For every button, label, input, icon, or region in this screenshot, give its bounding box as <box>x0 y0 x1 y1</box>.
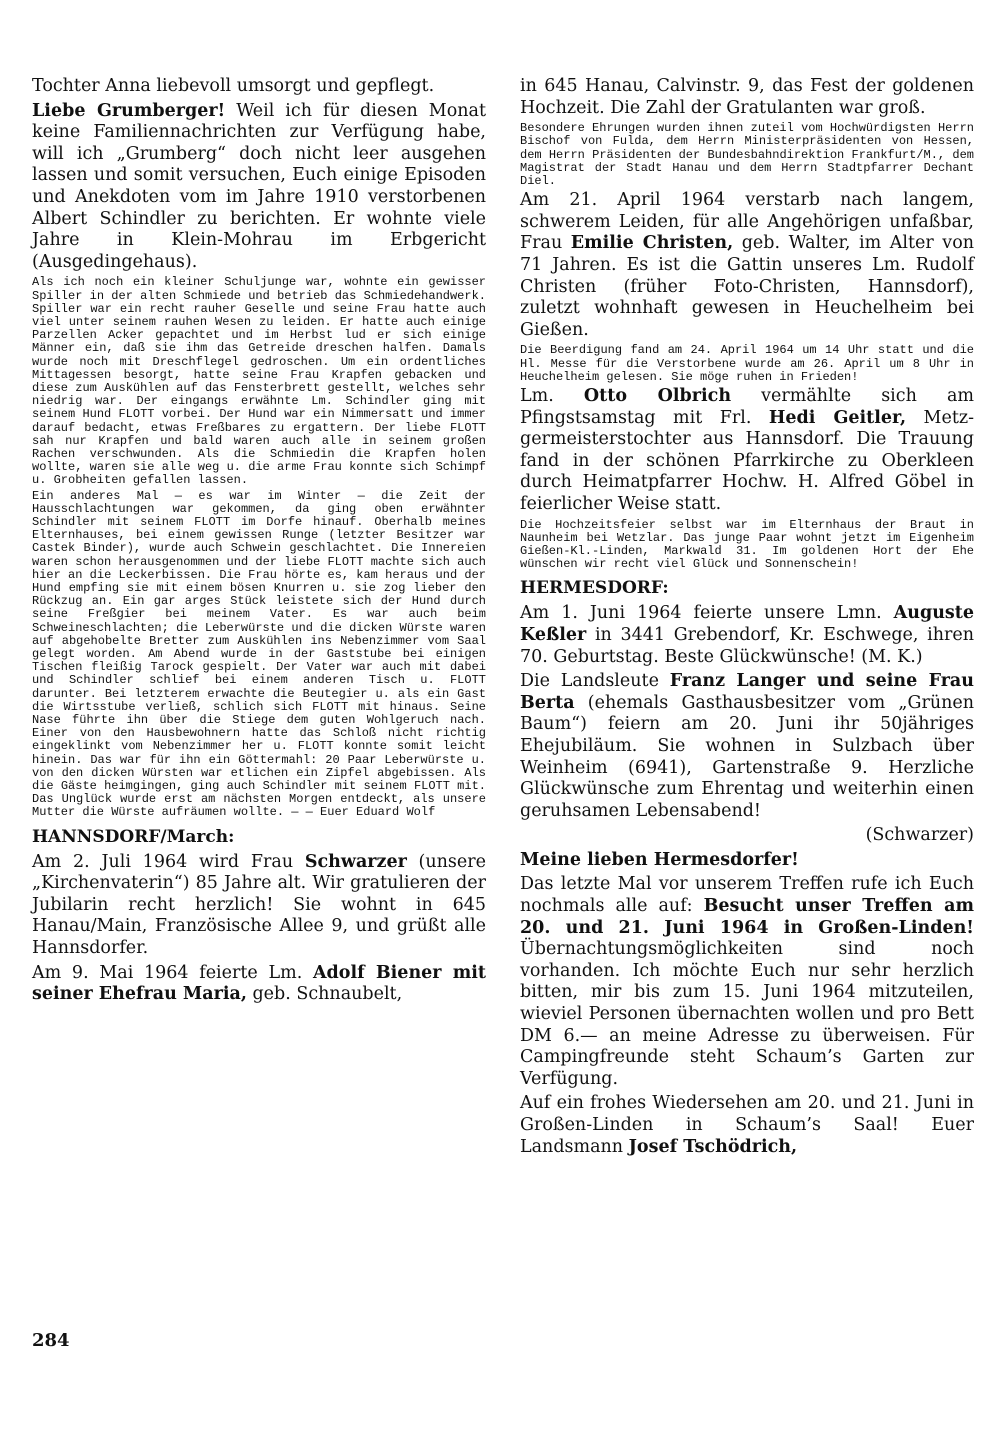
paragraph <box>520 190 974 341</box>
paragraph <box>520 344 974 384</box>
text-run: vermählte sich am Pfingstsamstag mit Frl. <box>520 385 975 428</box>
text-run: HERMESDORF: <box>520 578 669 599</box>
bold-text: Adolf Biener mit seiner Ehefrau Maria, <box>32 962 486 1005</box>
paragraph <box>520 386 974 516</box>
paragraph <box>32 276 486 487</box>
text-run: (Schwarzer) <box>865 825 974 846</box>
paragraph <box>520 76 974 119</box>
text-run: Besondere Ehrungen wurden ihnen zuteil vom Hochwürdigsten Herrn Bischof von Fulda, dem Herrn Ministerpräsidenten von Hessen, dem Herrn Präsidenten der Bundesbahndirektion Frankfurt/M., dem Magistrat der Stadt Hanau und dem Herrn Stadtpfarrer Dechant Diel. <box>520 121 974 188</box>
text-run: Am 21. April 1964 verstarb nach langem, schwerem Leiden, für alle Angehörigen unfaßbar, Frau <box>520 190 974 254</box>
text-run: Übernachtungsmöglichkeiten sind noch vorhanden. Ich möchte Euch nur sehr herzlich bitten, mir bis zum 15. Juni 1964 mitzuteilen, wieviel Personen übernachten wollen und pro Bett DM 6.— an meine Adresse zu überweisen. Für Campingfreunde steht Schaum’s Garten zur Verfügung. <box>520 939 974 1089</box>
text-run: in 645 Hanau, Calvinstr. 9, das Fest der goldenen Hochzeit. Die Zahl der Gratulanten war groß. <box>520 76 974 118</box>
bold-text: Emilie Christen, <box>570 233 734 254</box>
left-column <box>32 76 486 1009</box>
paragraph <box>32 490 486 820</box>
bold-text: Otto Olbrich <box>583 385 732 406</box>
page-number: 284 <box>32 1330 70 1351</box>
paragraph <box>32 101 486 274</box>
text-run: Die Beerdigung fand am 24. April 1964 um 14 Uhr statt und die Hl. Messe für die Verstorbene wurde am 26. April um 8 Uhr in Heuchelheim gelesen. Sie möge ruhen in Frieden! <box>520 343 974 384</box>
text-run: in 3441 Grebendorf, Kr. Eschwege, ihren 70. Geburtstag. Beste Glückwünsche! (M. K.) <box>520 624 974 667</box>
paragraph <box>520 671 974 822</box>
section-heading <box>32 826 486 848</box>
text-run: Lm. <box>520 385 584 406</box>
paragraph <box>520 850 974 872</box>
text-run: geb. Walter, im Alter von 71 Jahren. Es ist die Gattin unseres Lm. Rudolf Christen (früher Foto-Christen, Hannsdorf), zuletzt wohnhaft gewesen in Heuchelheim bei Gießen. <box>520 233 975 340</box>
right-column <box>520 76 974 1161</box>
text-run: Die Landsleute <box>520 671 670 692</box>
paragraph <box>32 852 486 960</box>
text-run: Metzgermeisterstochter aus Hannsdorf. Die Trauung fand in der schönen Pfarrkirche zu Oberkleen durch Heimatpfarrer Hochw. H. Alfred Göbel in feierlicher Weise statt. <box>520 407 974 514</box>
text-run: Als ich noch ein kleiner Schuljunge war, wohnte ein gewisser Spiller in der alten Schmiede und betrieb das Schmiedehandwerk. Spiller war ein recht rauher Geselle und seine Frau hatte auch viel unter seinem rauhen Wesen zu leiden. Er hatte auch einige Parzellen Acker gepachtet und im Herbst lud er sich einige Männer ein, daß sie ihm das Getreide dreschen halfen. Damals wurde noch mit Dreschflegel gedroschen. Um ein ordentliches Mittagessen besorgt, hatte seine Frau Krapfen gebacken und diese zum Auskühlen auf das Fensterbrett gestellt, welches sehr niedrig war. Der eingangs erwähnte Lm. Schindler ging mit seinem Hund FLOTT vorbei. Der Hund war ein Nimmersatt und immer darauf bedacht, etwas Freßbares zu ergattern. Der liebe FLOTT sah nur Krapfen und bald waren auch alle in seinem großen Rachen verschwunden. Als die Schmiedin die Krapfen holen wollte, waren sie alle weg u. die arme Frau konnte sich Schimpf u. Grobheiten gefallen lassen. <box>32 275 486 488</box>
paragraph <box>520 1093 974 1158</box>
bold-text: Schwarzer <box>304 851 407 872</box>
bold-text: Liebe Grumberger! <box>32 100 226 121</box>
bold-text: Franz Langer und seine Frau Berta <box>520 671 974 713</box>
bold-text: Besucht unser Treffen am 20. und 21. Juni 1964 in Großen-Linden! <box>520 896 974 938</box>
paragraph <box>520 519 974 572</box>
paragraph <box>32 76 486 98</box>
paragraph <box>520 603 974 668</box>
text-run: Ein anderes Mal — es war im Winter — die Zeit der Hausschlachtungen war gekommen, da ging oben erwähnter Schindler mit seinem FLOTT im Dorfe hinauf. Oberhalb meines Elternhauses, bei einem gewissen Runge (letzter Besitzer war Castek Binder), wurde auch Schwein geschlachtet. Die Innereien waren schon herausgenommen und der liebe FLOTT machte sich auch hier an die Leckerbissen. Die Frau hörte es, kam heraus und der Hund empfing sie mit einem bösen Knurren u. sie zog lieber den Rückzug an. Ein gar arges Stück leistete sich der Hund durch seine Freßgier bei meinem Vater. Es war auch beim Schweineschlachten; die Leberwürste und die dicken Würste waren auf abgehobelte Bretter zum Auskühlen ins Nebenzimmer vom Saal gelegt worden. Am Abend wurde in der Gaststube bei einigen Tischen fleißig Tarock gespielt. Der Vater war auch mit dabei und Schindler schlief bei einem anderen Tisch u. FLOTT darunter. Bei letzterem erwachte die Beutegier u. als ein Gast die Wirtsstube verließ, schlich sich FLOTT mit hinaus. Seine Nase führte ihn über die Stiege dem guten Wohlgeruch nach. Einer von den Hausbewohnern hatte das Schloß nicht richtig eingeklinkt vom Nebenzimmer her u. FLOTT konnte somit leicht hinein. Das war für ihn ein Göttermahl: 20 Paar Leberwürste u. von den dicken Würsten war etlichen ein Zipfel abgebissen. Als die Gäste heimgingen, ging auch Schindler mit seinem FLOTT mit. Das Unglück wurde erst am nächsten Morgen entdeckt, als unsere Mutter die Würste aufräumen wollte. — — Euer Eduard Wolf <box>32 488 486 820</box>
text-run: geb. Schnaubelt, <box>246 984 403 1005</box>
bold-text: Meine lieben Hermesdorfer! <box>520 849 799 870</box>
text-run: Die Hochzeitsfeier selbst war im Elternhaus der Braut in Naunheim bei Wetzlar. Das junge Paar wohnt jetzt im Eigenheim Gießen-Kl.-Linden, Markwald 31. Im goldenen Hort der Ehe wünschen wir recht viel Glück und Sonnenschein! <box>520 517 974 572</box>
section-heading <box>520 577 974 599</box>
bold-text: Hedi Geitler, <box>768 407 907 428</box>
paragraph <box>520 874 974 1090</box>
text-run: Am 1. Juni 1964 feierte unsere Lmn. <box>520 603 894 624</box>
bold-text: Josef Tschödrich, <box>628 1136 798 1157</box>
paragraph <box>520 122 974 188</box>
paragraph <box>520 825 974 847</box>
text-run: Weil ich für diesen Monat keine Familiennachrichten zur Verfügung habe, will ich „Grumberg“ doch nicht leer ausgehen lassen und somit versuchen, Euch einige Episoden und Anekdoten vom im Jahre 1910 verstorbenen Albert Schindler zu berichten. Er wohnte viele Jahre in Klein-Mohrau im Erbgericht (Ausgedingehaus). <box>32 100 486 272</box>
bold-text: Auguste Keßler <box>520 603 974 645</box>
text-run: HANNSDORF/March: <box>32 826 235 847</box>
text-run: Auf ein frohes Wiedersehen am 20. und 21. Juni in Großen-Linden in Schaum’s Saal! Euer Landsmann <box>520 1093 974 1157</box>
text-run: Am 9. Mai 1964 feierte Lm. <box>32 962 313 983</box>
text-run: Am 2. Juli 1964 wird Frau <box>32 851 305 872</box>
text-run: (ehemals Gasthausbesitzer vom „Grünen Baum“) feiern am 20. Juni ihr 50jähriges Ehejubiläum. Sie wohnen in Sulzbach über Weinheim (6941), Gartenstraße 9. Herzliche Glückwünsche zum Ehrentag und weiterhin einen geruhsamen Lebensabend! <box>520 692 974 821</box>
paragraph <box>32 963 486 1006</box>
text-run: Tochter Anna liebevoll umsorgt und gepflegt. <box>32 76 435 96</box>
text-run: Das letzte Mal vor unserem Treffen rufe ich Euch nochmals alle auf: <box>520 874 974 917</box>
text-run: (unsere „Kirchenvaterin“) 85 Jahre alt. Wir gratulieren der Jubilarin recht herzlich! Sie wohnt in 645 Hanau/Main, Französische Allee 9, und grüßt alle Hannsdorfer. <box>32 851 486 959</box>
